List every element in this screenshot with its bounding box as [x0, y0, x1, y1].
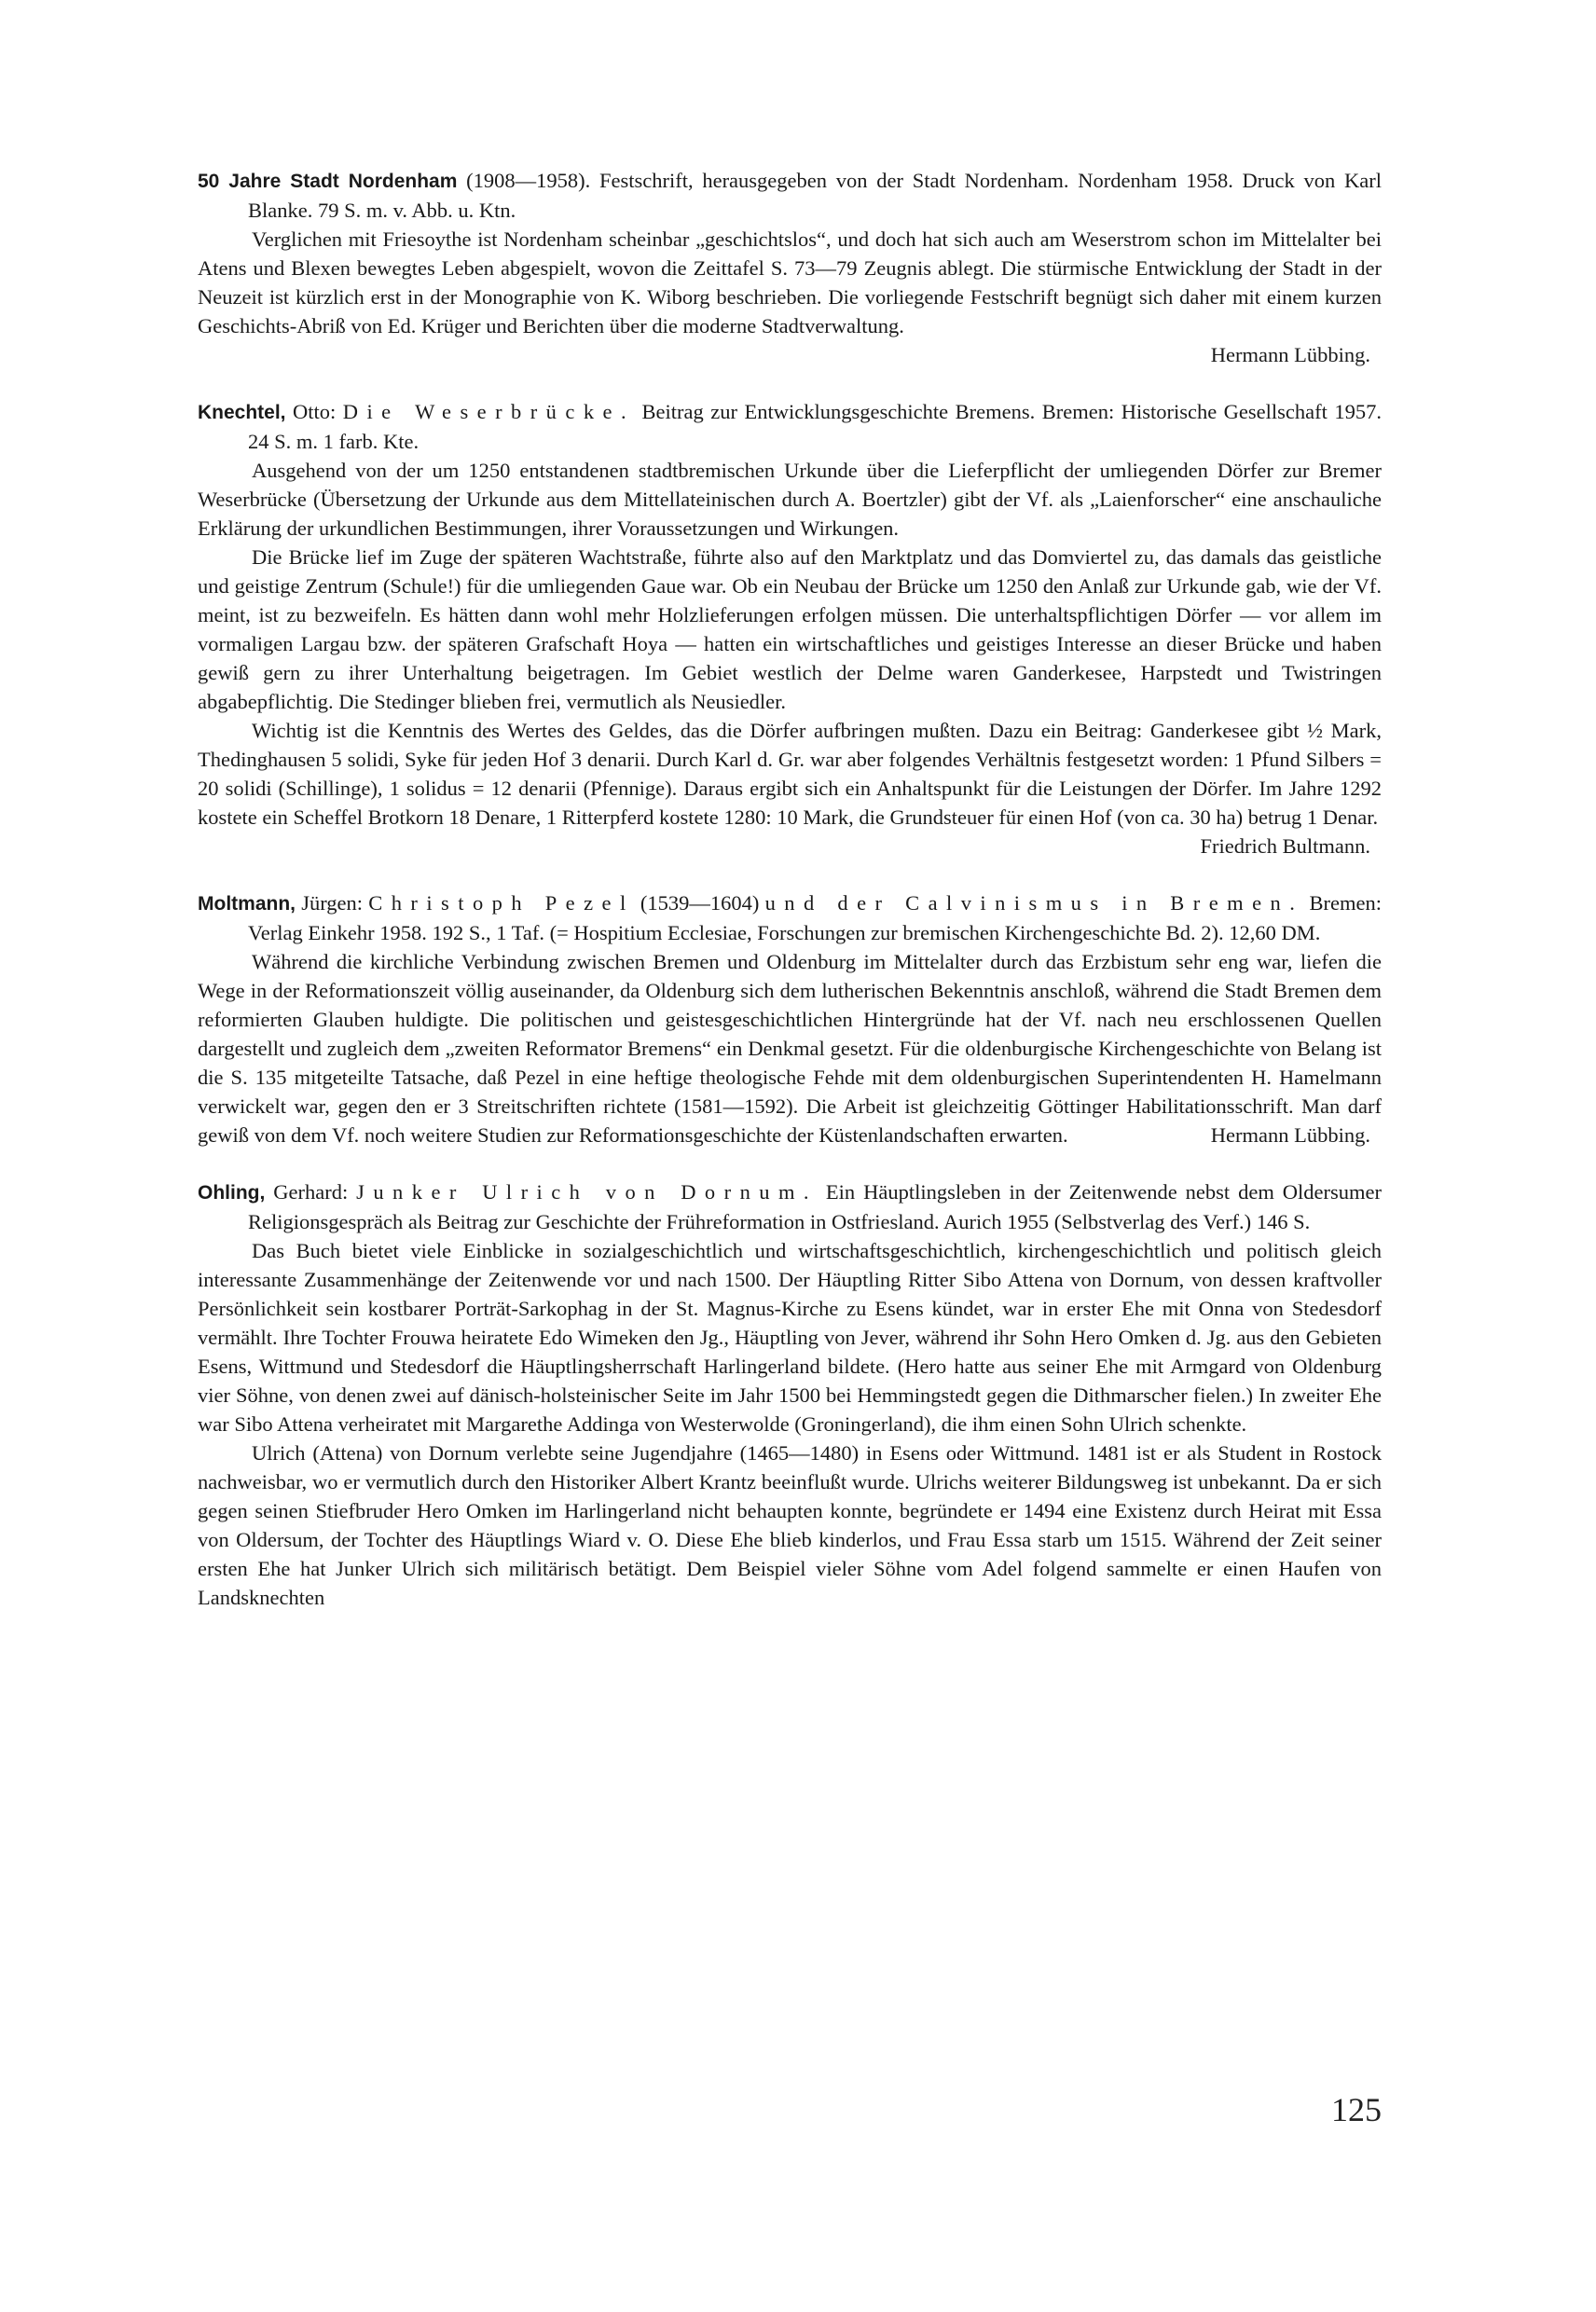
entry-paragraph: Die Brücke lief im Zuge der späteren Wachtstraße, führte also auf den Marktplatz und das Domviertel zu, das damals das geistliche und geistige Zentrum (Schule!) für die umliegenden Gaue war. Ob ein Neubau der Brücke um 1250 den Anlaß zur Urkunde gab, wie der Vf. meint, ist zu bezweifeln. Es hätten dann wohl mehr Holzlieferungen erfolgen müssen. Die unterhaltspflichtigen Dörfer — vor allem im vormaligen Largau bzw. der späteren Grafschaft Hoya — hatten ein wirtschaftliches und geistiges Interesse an dieser Brücke und haben gewiß gern zu ihrer Unterhaltung beigetragen. Im Gebiet westlich der Delme waren Ganderkesee, Harpstedt und Twistringen abgabepflichtig. Die Stedinger blieben frei, vermutlich als Neusiedler.	[198, 545, 1382, 713]
review-entry	[198, 166, 1382, 369]
entry-signature: Hermann Lübbing.	[1210, 1123, 1370, 1147]
entry-author: 50 Jahre Stadt Nordenham	[198, 171, 458, 192]
entry-title-dates: (1539—1604)	[634, 891, 765, 915]
entry-author-rest: Gerhard:	[265, 1180, 357, 1204]
entry-title: Christoph Pezel	[368, 891, 635, 915]
entry-paragraph	[198, 947, 1382, 1149]
entry-paragraph: Verglichen mit Friesoythe ist Nordenham scheinbar „geschichtslos“, und doch hat sich auch am Weserstrom schon im Mittelalter bei Atens und Blexen bewegtes Leben abgespielt, wovon die Zeittafel S. 73—79 Zeugnis ablegt. Die stürmische Entwicklung der Stadt in der Neuzeit ist kürzlich erst in der Monographie von K. Wiborg beschrieben. Die vorliegende Festschrift begnügt sich daher mit einem kurzen Geschichts-Abriß von Ed. Krüger und Berichten über die moderne Stadtverwaltung.	[198, 227, 1382, 337]
page-body	[198, 166, 1382, 1640]
entry-title: Die Weserbrücke.	[342, 400, 636, 423]
entry-title-continued: und der Calvinismus in Bremen.	[764, 891, 1304, 915]
entry-heading	[198, 166, 1382, 225]
entry-author-rest: Jürgen:	[296, 891, 369, 915]
entry-citation: (1908—1958). Festschrift, herausgegeben von der Stadt Nordenham. Nordenham 1958. Druck von Karl Blanke. 79 S. m. v. Abb. u. Ktn.	[248, 169, 1382, 222]
entry-heading	[198, 397, 1382, 456]
entry-author: Knechtel,	[198, 402, 286, 423]
review-entry	[198, 1177, 1382, 1612]
entry-citation: Ein Häuptlingsleben in der Zeitenwende nebst dem Oldersumer Religionsgespräch als Beitrag zur Geschichte der Frühreformation in Ostfriesland. Aurich 1955 (Selbstverlag des Verf.) 146 S.	[248, 1180, 1382, 1233]
entry-author: Moltmann,	[198, 893, 296, 915]
entry-citation: Beitrag zur Entwicklungsgeschichte Bremens. Bremen: Historische Gesellschaft 1957. 24 S. m. 1 farb. Kte.	[248, 400, 1382, 453]
entry-signature: Friedrich Bultmann.	[1200, 834, 1370, 858]
review-entry	[198, 888, 1382, 1149]
entry-author-rest: Otto:	[285, 400, 343, 423]
entry-citation: Bremen: Verlag Einkehr 1958. 192 S., 1 Taf. (= Hospitium Ecclesiae, Forschungen zur bremischen Kirchengeschichte Bd. 2). 12,60 DM.	[248, 891, 1382, 944]
entry-signature: Hermann Lübbing.	[1210, 343, 1370, 366]
entry-author: Ohling,	[198, 1182, 266, 1204]
review-entry	[198, 397, 1382, 860]
entry-heading	[198, 1177, 1382, 1236]
entry-paragraph: Das Buch bietet viele Einblicke in sozialgeschichtlich und wirtschaftsgeschichtlich, kirchengeschichtlich und politisch gleich interessante Zusammenhänge der Zeitenwende vor und nach 1500. Der Häuptling Ritter Sibo Attena von Dornum, von dessen kraftvoller Persönlichkeit sein kostbarer Porträt-Sarkophag in der St. Magnus-Kirche zu Esens kündet, war in erster Ehe mit Onna von Stedesdorf vermählt. Ihre Tochter Frouwa heiratete Edo Wimeken den Jg., Häuptling von Jever, während ihr Sohn Hero Omken d. Jg. aus den Gebieten Esens, Wittmund und Stedesdorf die Häuptlingsherrschaft Harlingerland bildete. (Hero hatte aus seiner Ehe mit Armgard von Oldenburg vier Söhne, von denen zwei auf dänisch-holsteinischer Seite im Jahr 1500 bei Hemmingstedt gegen die Dithmarscher fielen.) In zweiter Ehe war Sibo Attena verheiratet mit Margarethe Addinga von Westerwolde (Groningerland), die ihm einen Sohn Ulrich schenkte.	[198, 1239, 1382, 1436]
entry-paragraph: Wichtig ist die Kenntnis des Wertes des Geldes, das die Dörfer aufbringen mußten. Dazu ein Beitrag: Ganderkesee gibt ½ Mark, Thedinghausen 5 solidi, Syke für jeden Hof 3 denarii. Durch Karl d. Gr. war aber folgendes Verhältnis festgesetzt worden: 1 Pfund Silbers = 20 solidi (Schillinge), 1 solidus = 12 denarii (Pfennige). Daraus ergibt sich ein Anhaltspunkt für die Leistungen der Dörfer. Im Jahre 1292 kostete ein Scheffel Brotkorn 18 Denare, 1 Ritterpferd kostete 1280: 10 Mark, die Grundsteuer für einen Hof (von ca. 30 ha) betrug 1 Denar.	[198, 719, 1382, 829]
entry-title: Junker Ulrich von Dornum.	[356, 1180, 818, 1204]
entry-paragraph: Ulrich (Attena) von Dornum verlebte seine Jugendjahre (1465—1480) in Esens oder Wittmund. 1481 ist er als Student in Rostock nachweisbar, wo er vermutlich durch den Historiker Albert Krantz beeinflußt wurde. Ulrichs weiterer Bildungsweg ist unbekannt. Da er sich gegen seinen Stiefbruder Hero Omken im Harlingerland nicht behaupten konnte, begründete er 1494 eine Existenz durch Heirat mit Essa von Oldersum, der Tochter des Häuptlings Wiard v. O. Diese Ehe blieb kinderlos, und Frau Essa starb um 1515. Während der Zeit seiner ersten Ehe hat Junker Ulrich sich militärisch betätigt. Dem Beispiel vieler Söhne vom Adel folgend sammelte er einen Haufen von Landsknechten	[198, 1441, 1382, 1609]
entry-paragraph: Ausgehend von der um 1250 entstandenen stadtbremischen Urkunde über die Lieferpflicht der umliegenden Dörfer zur Bremer Weserbrücke (Übersetzung der Urkunde aus dem Mittellateinischen durch A. Boertzler) gibt der Vf. als „Laienforscher“ eine anschauliche Erklärung der urkundlichen Bestimmungen, ihrer Voraussetzungen und Wirkungen.	[198, 459, 1382, 540]
entry-paragraph-text: Während die kirchliche Verbindung zwischen Bremen und Oldenburg im Mittelalter durch das Erzbistum sehr eng war, liefen die Wege in der Reformationszeit völlig auseinander, da Oldenburg sich dem lutherischen Bekenntnis anschloß, während die Stadt Bremen dem reformierten Glauben huldigte. Die politischen und geistesgeschichtlichen Hintergründe hat der Vf. nach neu erschlossenen Quellen dargestellt und zugleich dem „zweiten Reformator Bremens“ ein Denkmal gesetzt. Für die oldenburgische Kirchengeschichte von Belang ist die S. 135 mitgeteilte Tatsache, daß Pezel in eine heftige theologische Fehde mit dem oldenburgischen Superintendenten H. Hamelmann verwickelt war, gegen den er 3 Streitschriften richtete (1581—1592). Die Arbeit ist gleichzeitig Göttinger Habilitationsschrift. Man darf gewiß von dem Vf. noch weitere Studien zur Reformationsgeschichte der Küstenlandschaften erwarten.	[198, 950, 1382, 1147]
page-number: 125	[1331, 2091, 1382, 2128]
entry-heading	[198, 888, 1382, 947]
